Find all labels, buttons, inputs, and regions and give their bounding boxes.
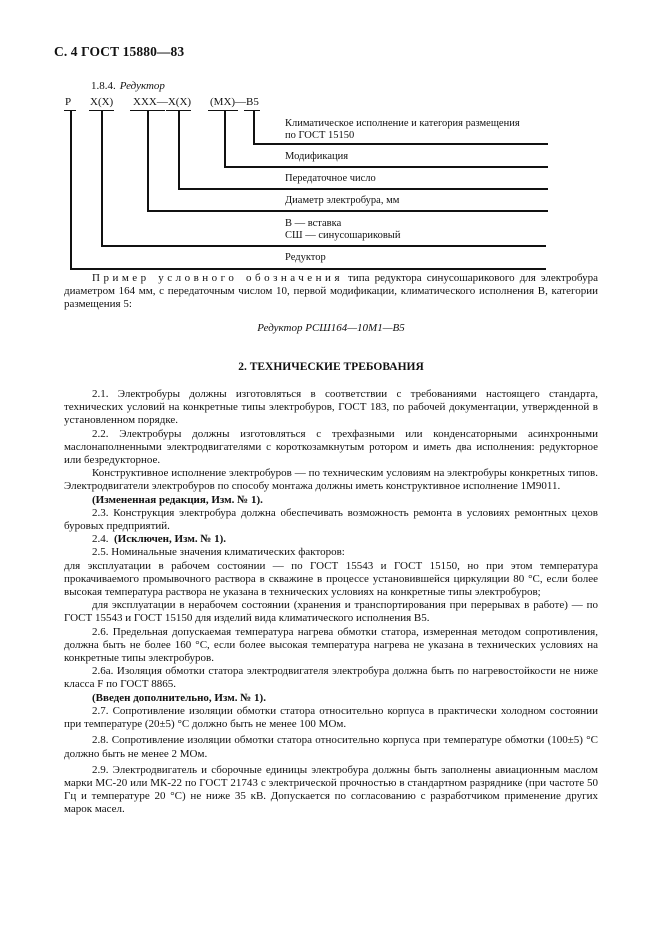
leader-line — [147, 110, 149, 211]
leader-line — [147, 210, 548, 212]
paragraph-2-6: 2.6. Предельная допускаемая температура нагрева обмотки статора, измеренная методом сопротивления, должна быть не более 160 °С, если более высокая температура нагрева не указана в технических условиях на конкретные типы электробуров. — [64, 625, 598, 665]
paragraph-2-5: 2.5. Номинальные значения климатических факторов: — [92, 546, 345, 559]
leader-line — [101, 245, 546, 247]
leader-line — [101, 110, 103, 246]
section-2-title: 2. ТЕХНИЧЕСКИЕ ТРЕБОВАНИЯ — [238, 360, 424, 373]
leader-line — [70, 110, 72, 269]
example-designation: Редуктор РСШ164—10М1—В5 — [257, 321, 405, 334]
paragraph-2-1: 2.1. Электробуры должны изготовляться в соответствии с требованиями настоящего стандарта, технических условий на конкретные типы электробуров, ГОСТ 183, по рабочей документации, утвержденной в установленном порядке. — [64, 388, 598, 427]
leader-line — [70, 268, 546, 270]
code-modification-climate: (МХ)—В5 — [210, 96, 259, 108]
paragraph-2-2-construction: Конструктивное исполнение электробуров — по техническим условиям на электробуры конкретных типов. Электродвигатели электробуров по способу монтажа должны иметь конструктивное исполнение 1М9011. — [64, 467, 598, 493]
paragraph-2-3: 2.3. Конструкция электробура должна обеспечивать возможность ремонта в условиях ремонтных цехов буровых предприятий. — [64, 506, 598, 533]
paragraph-2-5-nonworking: для эксплуатации в нерабочем состоянии (хранения и транспортирования при перерывах в работе) — по ГОСТ 15543 и ГОСТ 15150 для изделий вида климатического исполнения В5. — [64, 599, 598, 625]
document-body — [64, 272, 598, 817]
label-gear-ratio: Передаточное число — [285, 173, 376, 184]
leader-line — [253, 110, 255, 144]
paragraph-2-6a: 2.6а. Изоляция обмотки статора электродвигателя электробура должна быть по нагревостойкости не ниже класса F по ГОСТ 8865. — [64, 665, 598, 691]
code-type: Х(Х) — [90, 96, 114, 108]
code-underline — [244, 110, 260, 111]
paragraph-2-8: 2.8. Сопротивление изоляции обмотки статора относительно корпуса при температуре обмотки (100±5) °С должно быть не менее 2 МОм. — [64, 734, 598, 760]
leader-line — [224, 110, 226, 167]
label-climate: Климатическое исполнение и категория размещения по ГОСТ 15150 — [285, 118, 520, 141]
page-header: С. 4 ГОСТ 15880—83 — [54, 44, 185, 59]
paragraph-2-9: 2.9. Электродвигатель и сборочные единицы электробура должны быть заполнены авиационным маслом марки МС-20 или МК-22 по ГОСТ 21743 с электрической прочностью в стандартном разряднике (при частоте 50 Гц и температуре 20 °С) не ниже 35 кВ. Допускается по согласованию с разработчиком применение других марок масел. — [64, 763, 598, 816]
section-title: Редуктор — [119, 80, 165, 92]
example-lead: Пример условного обозначения — [92, 272, 343, 284]
leader-line — [178, 188, 548, 190]
paragraph-2-5-working: для эксплуатации в рабочем состоянии — по ГОСТ 15543 и ГОСТ 15150, но при этом температура прокачиваемого промывочного раствора в скважине в процессе установившейся циркуляции 80 °С, если более высокая температура раствора не указана в технических условиях на конкретные типы электробуров; — [64, 559, 598, 599]
code-p: Р — [65, 96, 72, 108]
paragraph-2-2: 2.2. Электробуры должны изготовляться с трехфазными или конденсаторными асинхронными маслонаполненными электродвигателями с короткозамкнутым ротором и иметь два исполнения: редукторное или безредукторное. — [64, 427, 598, 467]
leader-line — [253, 143, 548, 145]
code-underline — [208, 110, 238, 111]
example-text: типа редуктора синусошарикового для электробура диаметром 164 мм, с передаточным числом 10, первой модификации, климатического исполнения В, категории размещения 5: — [64, 272, 598, 311]
amendment-note: (Введен дополнительно, Изм. № 1). — [92, 691, 266, 704]
leader-line — [178, 110, 180, 189]
label-diameter: Диаметр электробура, мм — [285, 195, 400, 206]
example-paragraph — [64, 272, 598, 312]
code-diameter-ratio: ХХХ—Х(Х) — [133, 96, 192, 108]
label-type: В — вставка СШ — синусошариковый — [285, 218, 401, 241]
label-modification: Модификация — [285, 151, 349, 162]
section-number: 1.8.4. — [91, 80, 116, 92]
designation-diagram — [0, 0, 661, 280]
label-reducer: Редуктор — [285, 252, 326, 263]
paragraph-2-4: 2.4. (Исключен, Изм. № 1). — [92, 533, 227, 546]
paragraph-2-7: 2.7. Сопротивление изоляции обмотки статора относительно корпуса в практически холодном состоянии при температуре (20±5) °С должно быть не менее 100 МОм. — [64, 704, 598, 731]
leader-line — [224, 166, 548, 168]
amendment-note: (Измененная редакция, Изм. № 1). — [92, 493, 263, 506]
